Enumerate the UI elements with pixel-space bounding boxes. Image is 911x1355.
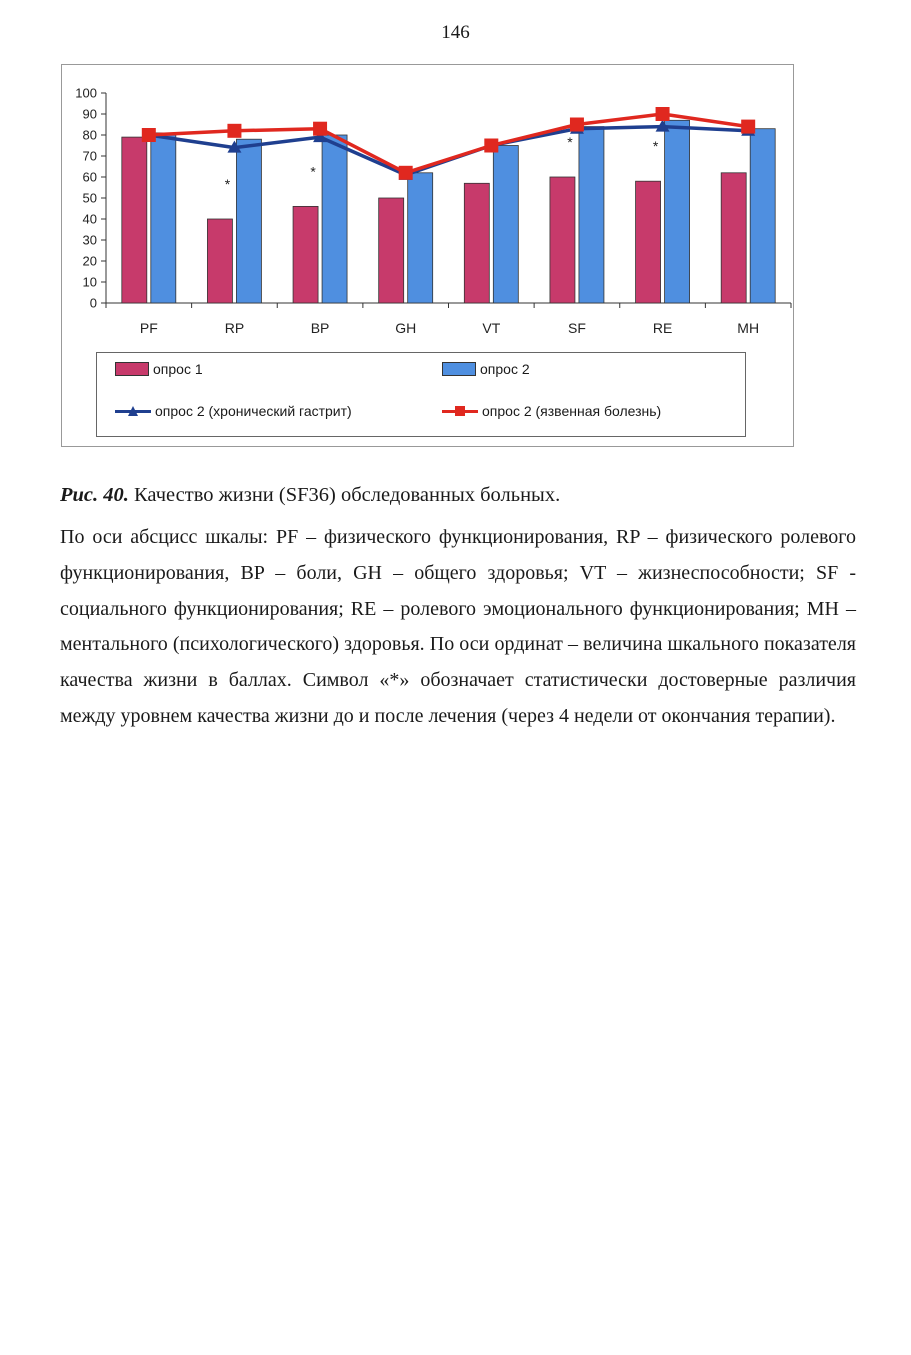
figure-description: По оси абсцисс шкалы: PF – физического функционирования, RP – физического ролевого функционирования, BP – боли, GH – общего здоровья; VT – жизнеспособности; SF - социального функционирования; RE – ролевого эмоционального функционирования; MH – ментального (психологического) здоровья. По оси ординат – величина шкального показателя качества жизни в баллах. Символ «*» обозначает статистически достоверные различия между уровнем качества жизни до и после лечения (через 4 недели от окончания терапии). [60,526,856,727]
significance-mark: * [310,163,316,180]
x-tick-label: RE [652,320,673,336]
bar-series-1 [379,198,404,303]
bar-series-2 [236,139,261,303]
bar-series-1 [207,219,232,303]
legend-label-series-4: опрос 2 (язвенная болезнь) [482,403,662,419]
y-tick-label: 60 [82,169,97,185]
page-number: 146 [441,22,470,43]
y-tick-label: 10 [82,274,97,290]
bar-series-1 [293,206,318,303]
significance-mark: * [224,176,231,192]
legend-label-series-2: опрос 2 [480,361,530,377]
legend-label-series-3: опрос 2 (хронический гастрит) [155,403,352,419]
legend-item-series-4 [442,403,661,419]
bar-series-2 [493,146,518,304]
legend-item-series-1 [115,361,203,377]
series-4-point [142,128,156,142]
legend-item-series-2 [442,361,530,377]
bar-series-1 [464,183,489,303]
series-4-point [399,166,413,180]
legend-label-series-1: опрос 1 [153,361,203,377]
bar-series-2 [750,129,775,303]
chart-legend [96,352,746,437]
bar-series-2 [665,120,690,303]
legend-swatch-bar1 [115,362,149,376]
bar-series-1 [636,181,661,303]
y-tick-label: 50 [82,190,97,206]
legend-swatch-bar2 [442,362,476,376]
figure-frame [61,64,794,447]
x-tick-label: PF [139,320,158,336]
legend-swatch-line-ulcer [442,404,478,418]
series-4-point [741,120,755,134]
chart-bars [122,120,775,303]
figure-caption-text: Качество жизни (SF36) обследованных больных. [134,484,561,506]
series-4-point [227,124,241,138]
y-tick-label: 40 [82,211,97,227]
bar-series-2 [322,135,347,303]
figure-caption-label: Рис. 40. [60,484,129,506]
significance-mark: * [652,138,659,155]
x-tick-label: SF [567,320,586,336]
x-tick-label: VT [482,320,501,336]
bar-series-1 [550,177,575,303]
y-tick-label: 0 [89,295,97,311]
series-4-point [484,139,498,153]
bar-series-1 [122,137,147,303]
y-tick-label: 70 [82,148,97,164]
x-tick-label: MH [737,320,760,336]
significance-mark: * [567,134,573,150]
bar-series-2 [579,127,604,303]
x-tick-label: BP [310,320,330,336]
legend-swatch-line-gastritis [115,404,151,418]
chart-lines [142,107,755,180]
y-tick-label: 90 [82,106,97,122]
bar-series-2 [408,173,433,303]
y-tick-label: 80 [82,127,97,143]
legend-item-series-3 [115,403,352,419]
x-tick-label: RP [224,320,245,336]
y-tick-label: 30 [82,232,97,248]
x-tick-label: GH [395,320,417,336]
bar-series-2 [151,133,176,303]
figure-caption [60,481,860,509]
y-tick-label: 20 [82,253,97,269]
y-tick-label: 100 [75,85,97,101]
series-4-point [313,122,327,136]
series-4-point [656,107,670,121]
bar-series-1 [721,173,746,303]
series-4-point [570,118,584,132]
